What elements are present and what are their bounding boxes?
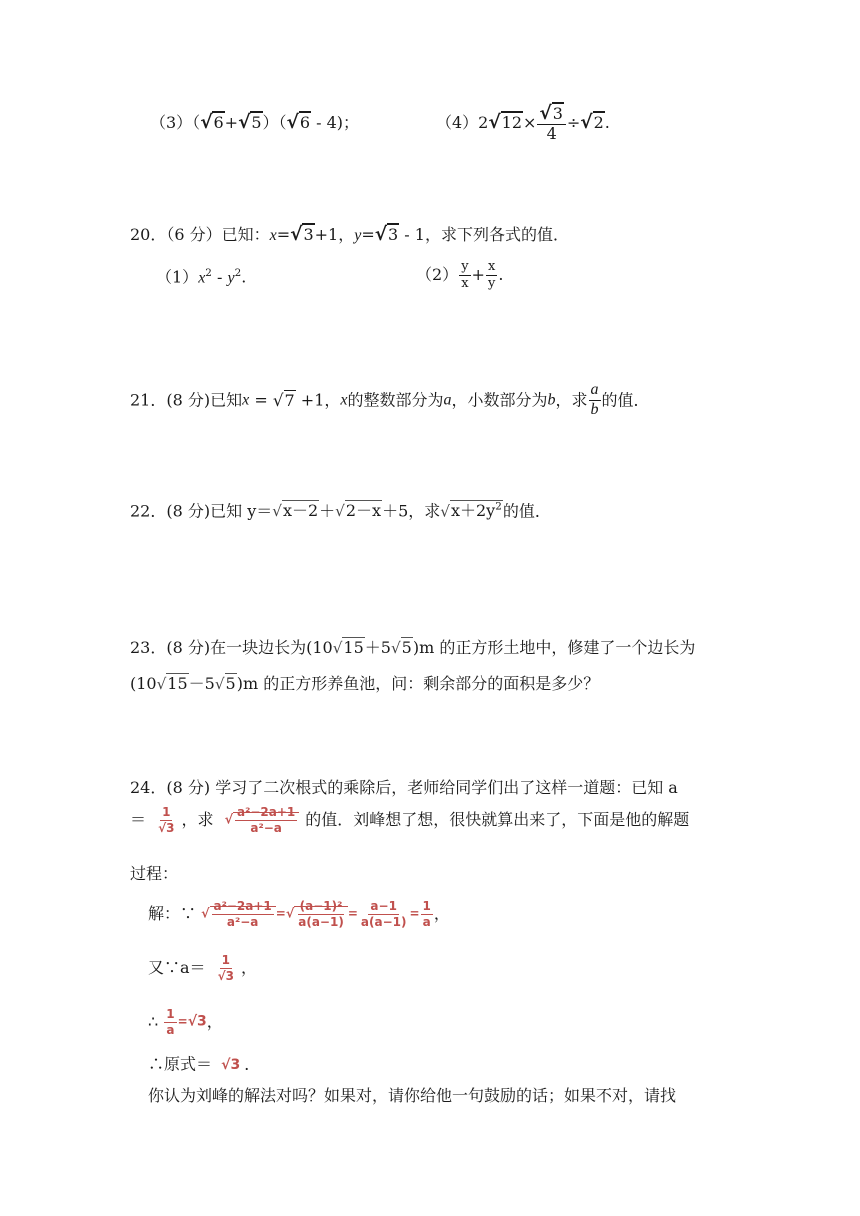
- sqrt-2: √2: [580, 112, 604, 134]
- q24-line1: 24．(8 分) 学习了二次根式的乘除后，老师给同学们出了这样一道题：已知 a: [130, 778, 678, 797]
- sqrt-6: √6: [200, 112, 224, 133]
- sqrt-5: √5: [238, 112, 262, 133]
- q22-stem: 22．(8 分)已知 y＝√x－2＋√2－x＋5，求$√x+2y^2$的值．: [130, 501, 551, 521]
- q21-stem: 21．(8 分)已知x = √7 +1，x的整数部分为a，小数部分为b，求 $\frac{a}{b}$ 的值．: [130, 381, 650, 418]
- q23-line1: 23．(8 分)在一块边长为(10√15＋5√5)m 的正方形土地中，修建了一个边长为: [130, 638, 696, 657]
- q24-question: 你认为刘峰的解法对吗？如果对，请你给他一句鼓励的话；如果不对，请找: [148, 1086, 677, 1105]
- q19-part4: （4）2√12× $\frac{√3}{4}$ ÷√2.: [436, 103, 610, 144]
- sqrt-6b: √6: [286, 112, 311, 133]
- q20-part2: （2） $\frac{y}{x}$ + $\frac{x}{y}$ .: [416, 259, 504, 291]
- q24-result: ∴原式＝ √3 ．: [148, 1054, 261, 1074]
- q24-line3: 过程：: [130, 864, 179, 883]
- q24-therefore: ∴ $\frac{1}{a}$ =√3，: [148, 1007, 223, 1037]
- q23-line2: (10√15－5√5)m 的正方形养鱼池，问：剩余部分的面积是多少？: [130, 674, 600, 693]
- q24-given: 又∵a＝ $\frac{1}{√3}$ ，: [148, 953, 258, 983]
- q24-line2: ＝ $\frac{1}{√3}$ ，求 √ $\frac{\text{a²−2a+1}}{\text{a²−a}}$ 的值．刘峰想了想，很快就算出来了，下面是他的解题: [130, 805, 690, 835]
- q20-stem: 20．（6 分）已知：x=√3+1，y=√3 - 1，求下列各式的值．: [130, 224, 569, 245]
- q19-part3: （3）（√6+√5）（√6 - 4)；: [150, 112, 360, 133]
- sqrt-12: √12: [488, 112, 523, 134]
- q24-solution: 解：∵ √ $\frac{\text{a²−2a+1}}{\text{a²−a}}$ =√ $\frac{\text{(a−1)²}}{a(a-1)}$ = $\frac{a-1}{a(a-1)}$ = $\frac{1}{a}$ ，: [148, 899, 450, 929]
- q20-part1: $(1)x^2 - y^2$.: [156, 267, 247, 287]
